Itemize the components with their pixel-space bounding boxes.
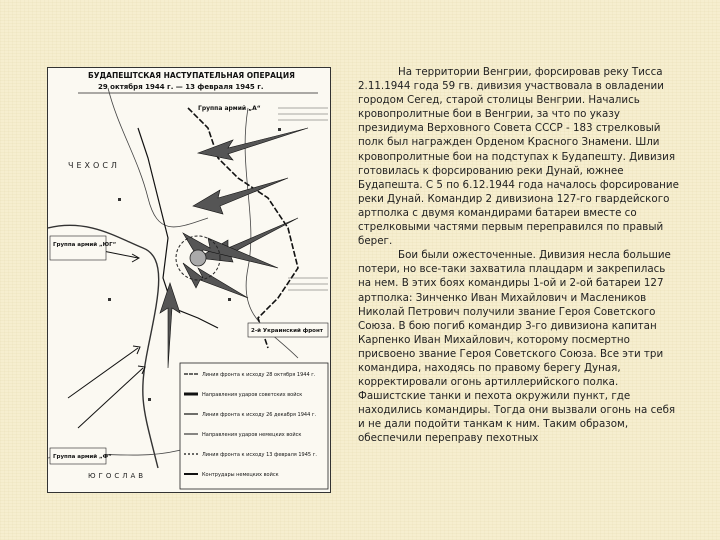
legend-item: Контрудары немецких войск xyxy=(202,472,279,478)
article-paragraph: Бои были ожесточенные. Дивизия несла большие потери, но все-таки захватила плацдарм и закрепилась на нем. В этих боях командиры 1-ой и 2-ой батареи 127 артполка: Зинченко Иван Михайлович и Маслеников Николай Петрович получили звание Героя Советского Союза. В бою погиб командир 3-го дивизиона капитан Карпенко Иван Михайлович, которому посмертно присвоено звание Героя Советского Союза. Все эти три командира, находясь по правому берегу Дуная, корректировали огонь артиллерийского полка. Фашистские танки и пехота окружили пункт, где находились командиры. Тогда они вызвали огонь на себя и не дали подойти танкам к ним. Таким образом, обеспечили переправу пехотных xyxy=(358,249,676,445)
map-title-line1: БУДАПЕШТСКАЯ НАСТУПАТЕЛЬНАЯ ОПЕРАЦИЯ xyxy=(88,71,295,80)
label-army-group-f: Группа армий „Ф“ xyxy=(53,454,112,460)
map-drawing xyxy=(48,68,330,492)
map-legend xyxy=(180,363,328,489)
legend-item: Линия фронта к исходу 13 февраля 1945 г. xyxy=(202,452,317,458)
legend-item: Направления ударов советских войск xyxy=(202,392,303,398)
label-ukr-front-2: 2-й Украинский фронт xyxy=(251,328,323,334)
map-title-line2: 29 октября 1944 г. — 13 февраля 1945 г. xyxy=(98,83,264,91)
article-text xyxy=(358,65,680,540)
historical-map xyxy=(47,67,331,493)
label-army-group-south: Группа армий „ЮГ“ xyxy=(53,242,117,248)
label-czech: ЧЕХОСЛ xyxy=(68,161,120,170)
legend-item: Линия фронта к исходу 26 декабря 1944 г. xyxy=(202,412,317,418)
label-army-group-a: Группа армий „А“ xyxy=(198,105,261,112)
label-yugoslavia: ЮГОСЛАВ xyxy=(88,472,147,480)
legend-item: Линия фронта к исходу 28 октября 1944 г. xyxy=(202,372,316,378)
article-paragraph: На территории Венгрии, форсировав реку Тисса 2.11.1944 года 59 гв. дивизия участвовала в овладении городом Сегед, старой столицы Венгрии. Начались кровопролитные бои в Венгрии, за что по указу президиума Верховного Совета СССР - 183 стрелковый полк был награжден Орденом Красного Знамени. Шли кровопролитные бои на подступах к Будапешту. Дивизия готовилась к форсированию реки Дунай, южнее Будапешта. С 5 по 6.12.1944 года началось форсирование реки Дунай. Командир 2 дивизиона 127-го гвардейского артполка с двумя командирами батареи вместе со стрелковыми частями первым переправился по правый берег. xyxy=(358,66,679,248)
legend-item: Направления ударов немецких войск xyxy=(202,432,302,438)
